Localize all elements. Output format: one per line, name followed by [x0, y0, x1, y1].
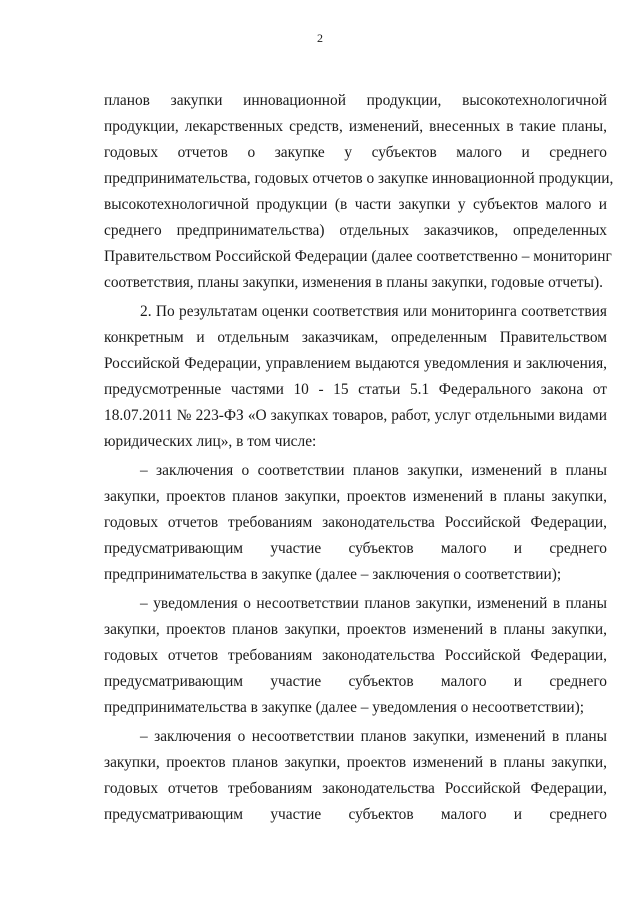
paragraph-notices-noncompliance — [104, 591, 607, 721]
text-line: 2. По результатам оценки соответствия или мониторинга соответствия — [140, 303, 607, 320]
text-line: закупки, проектов планов закупки, проектов изменений в планы закупки, — [104, 488, 607, 505]
text-line: – заключения о несоответствии планов закупки, изменений в планы — [140, 728, 607, 745]
text-line: среднего предпринимательства) отдельных заказчиков, определенных — [104, 222, 607, 239]
page-number: 2 — [317, 31, 323, 45]
text-line: закупки, проектов планов закупки, проектов изменений в планы закупки, — [104, 621, 607, 638]
text-line: соответствия, планы закупки, изменения в планы закупки, годовые отчеты). — [104, 274, 603, 291]
text-line: конкретным и отдельным заказчикам, определенным Правительством — [104, 329, 607, 346]
text-line: предусматривающим участие субъектов малого и среднего — [104, 540, 607, 557]
text-line: планов закупки инновационной продукции, высокотехнологичной — [104, 92, 607, 109]
text-line: предпринимательства в закупке (далее – заключения о соответствии); — [104, 566, 562, 583]
text-line: Правительством Российской Федерации (далее соответственно – мониторинг — [104, 248, 612, 265]
text-line: высокотехнологичной продукции (в части закупки у субъектов малого и — [104, 196, 607, 213]
document-body — [104, 88, 614, 831]
text-line: юридических лиц», в том числе: — [104, 433, 317, 450]
paragraph-item-2 — [104, 299, 607, 455]
text-line: предусматривающим участие субъектов малого и среднего — [104, 806, 607, 823]
text-line: – уведомления о несоответствии планов закупки, изменений в планы — [140, 595, 607, 612]
text-line: годовых отчетов требованиям законодательства Российской Федерации, — [104, 780, 607, 797]
text-line: предпринимательства, годовых отчетов о закупке инновационной продукции, — [104, 170, 614, 187]
text-line: предпринимательства в закупке (далее – уведомления о несоответствии); — [104, 699, 585, 716]
text-line: – заключения о соответствии планов закупки, изменений в планы — [140, 462, 607, 479]
text-line: годовых отчетов о закупке у субъектов малого и среднего — [104, 144, 607, 161]
paragraph-conclusions-compliance — [104, 458, 607, 588]
text-line: годовых отчетов требованиям законодательства Российской Федерации, — [104, 647, 607, 664]
text-line: Российской Федерации, управлением выдаются уведомления и заключения, — [104, 355, 607, 372]
text-line: предусматривающим участие субъектов малого и среднего — [104, 673, 607, 690]
text-line: предусмотренные частями 10 - 15 статьи 5.1 Федерального закона от — [104, 381, 607, 398]
text-line: закупки, проектов планов закупки, проектов изменений в планы закупки, — [104, 754, 607, 771]
text-line: годовых отчетов требованиям законодательства Российской Федерации, — [104, 514, 607, 531]
paragraph-conclusions-noncompliance — [104, 724, 607, 828]
text-line: 18.07.2011 № 223-ФЗ «О закупках товаров, работ, услуг отдельными видами — [104, 407, 607, 424]
paragraph-monitoring-definition — [104, 88, 614, 296]
text-line: продукции, лекарственных средств, изменений, внесенных в такие планы, — [104, 118, 607, 135]
